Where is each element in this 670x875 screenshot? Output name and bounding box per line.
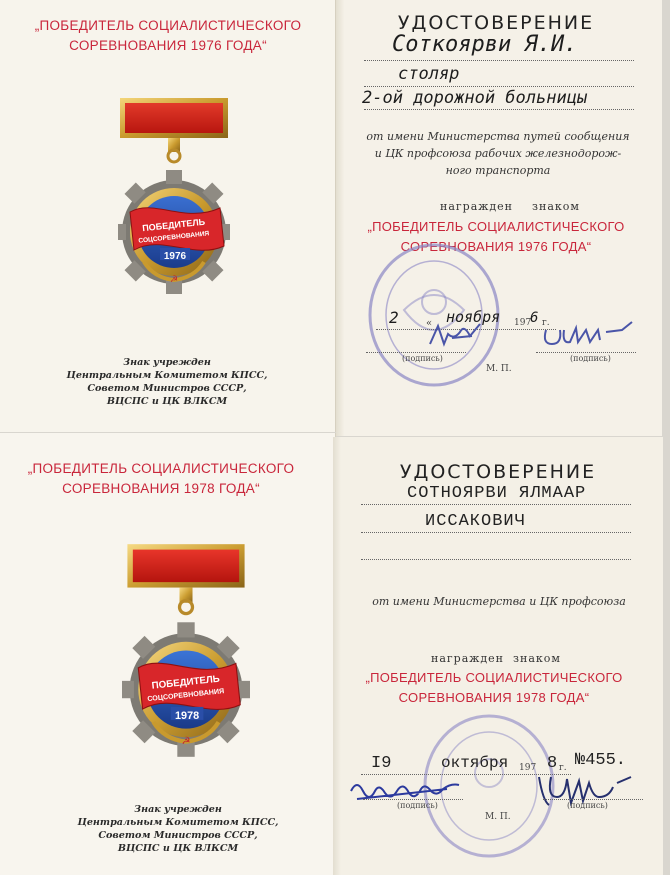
cover-title bbox=[18, 16, 318, 56]
badge-word: знаком bbox=[532, 200, 580, 213]
signature-line-right bbox=[536, 352, 636, 353]
cover-title-line1: „ПОБЕДИТЕЛЬ СОЦИАЛИСТИЧЕСКОГО bbox=[27, 461, 295, 476]
founded-line2: Центральным Комитетом КПСС, bbox=[66, 370, 268, 381]
holder-name-handwritten: Соткоярви Я.И. bbox=[392, 32, 578, 57]
issuer-line2: и ЦК профсоюза рабочих железнодорож- bbox=[374, 147, 622, 160]
certificate-1976-inside bbox=[336, 0, 662, 436]
founded-line2: Центральным Комитетом КПСС, bbox=[77, 817, 279, 828]
signature-line-right bbox=[543, 799, 643, 800]
award-line1: „ПОБЕДИТЕЛЬ СОЦИАЛИСТИЧЕСКОГО bbox=[367, 219, 625, 234]
position-underline bbox=[364, 86, 634, 87]
year-printed: 197 bbox=[514, 318, 532, 328]
signature-caption-left: (подпись) bbox=[397, 801, 438, 810]
quote-mark-open: « bbox=[426, 318, 433, 329]
issuer-line3: ного транспорта bbox=[445, 164, 551, 177]
certificate-number: №455. bbox=[575, 751, 627, 770]
medal-1978-banner-line2: СОЦСОРЕВНОВАНИЯ bbox=[146, 687, 225, 704]
signature-left-handwritten bbox=[426, 320, 496, 350]
hammer-sickle-icon: ☭ bbox=[169, 275, 179, 285]
cover-title-line2: СОРЕВНОВАНИЯ 1976 ГОДА“ bbox=[69, 38, 267, 53]
year-printed: 197 bbox=[519, 763, 537, 773]
issuer-line: от имени Министерства и ЦК профсоюза bbox=[372, 595, 626, 608]
founded-note bbox=[57, 356, 277, 408]
medal-1976-banner-line2: СОЦСОРЕВНОВАНИЯ bbox=[138, 230, 210, 245]
issuer-line1: от имени Министерства путей сообщения bbox=[366, 130, 630, 143]
holder-patronymic-typed: ИССАКОВИЧ bbox=[425, 512, 526, 531]
issue-month-typed: октября bbox=[441, 754, 509, 772]
founded-line1: Знак учрежден bbox=[123, 357, 211, 368]
hammer-sickle-icon: ☭ bbox=[181, 735, 191, 747]
medal-1976-image bbox=[118, 96, 230, 308]
issue-day-typed: I9 bbox=[371, 754, 392, 773]
issuer-text bbox=[349, 593, 649, 610]
signature-line-left bbox=[363, 799, 463, 800]
medal-1976-year: 1976 bbox=[163, 251, 187, 262]
cover-title-line2: СОРЕВНОВАНИЯ 1978 ГОДА“ bbox=[62, 481, 260, 496]
issue-day-handwritten: 2 bbox=[389, 308, 399, 327]
year-suffix: г. bbox=[542, 318, 550, 328]
certificate-1976-cover bbox=[0, 0, 336, 432]
founded-line1: Знак учрежден bbox=[134, 804, 222, 815]
blank-line bbox=[361, 559, 631, 560]
founded-line4: ВЦСПС и ЦК ВЛКСМ bbox=[106, 396, 228, 407]
signature-caption-right: (подпись) bbox=[570, 354, 611, 363]
certificate-1978-inside bbox=[333, 437, 663, 875]
cover-title-line1: „ПОБЕДИТЕЛЬ СОЦИАЛИСТИЧЕСКОГО bbox=[34, 18, 302, 33]
medal-1978-year: 1978 bbox=[175, 709, 200, 722]
signature-line-left bbox=[366, 352, 466, 353]
award-line1: „ПОБЕДИТЕЛЬ СОЦИАЛИСТИЧЕСКОГО bbox=[365, 670, 623, 685]
signature-caption-left: (подпись) bbox=[402, 354, 443, 363]
certificate-1978-cover bbox=[0, 433, 336, 875]
awarded-word: награжден bbox=[431, 652, 504, 665]
medal-1976-banner-line1: ПОБЕДИТЕЛЬ bbox=[141, 216, 206, 234]
holder-position-handwritten: столяр bbox=[398, 64, 460, 84]
year-typed-digit: 8 bbox=[547, 754, 558, 773]
patronymic-underline bbox=[361, 532, 631, 533]
medal-1978-banner-line1: ПОБЕДИТЕЛЬ bbox=[151, 673, 221, 692]
certificate-heading: УДОСТОВЕРЕНИЕ bbox=[397, 12, 595, 34]
founded-line3: Советом Министров СССР, bbox=[98, 830, 258, 841]
name-underline bbox=[364, 60, 634, 61]
badge-word: знаком bbox=[513, 652, 561, 665]
founded-line3: Советом Министров СССР, bbox=[87, 383, 247, 394]
holder-name-typed: СОТНОЯРВИ ЯЛМААР bbox=[407, 484, 587, 503]
founded-line4: ВЦСПС и ЦК ВЛКСМ bbox=[117, 843, 239, 854]
award-line2: СОРЕВНОВАНИЯ 1978 ГОДА“ bbox=[398, 690, 590, 705]
cover-title bbox=[6, 459, 316, 499]
certificate-heading: УДОСТОВЕРЕНИЕ bbox=[399, 461, 597, 483]
signature-caption-right: (подпись) bbox=[567, 801, 608, 810]
issuer-text bbox=[348, 128, 648, 179]
signature-right-handwritten bbox=[540, 314, 650, 350]
workplace-underline bbox=[364, 109, 634, 110]
founded-note bbox=[68, 803, 288, 855]
year-handwritten-digit: 6 bbox=[530, 310, 539, 326]
award-name bbox=[341, 668, 647, 708]
name-underline bbox=[361, 504, 631, 505]
holder-workplace-handwritten: 2-ой дорожной больницы bbox=[362, 88, 588, 108]
issue-month-handwritten: ноября bbox=[446, 308, 501, 326]
year-suffix: г. bbox=[559, 763, 567, 773]
seal-place-label: М. П. bbox=[485, 812, 511, 822]
medal-1978-image bbox=[122, 542, 250, 772]
seal-place-label: М. П. bbox=[486, 364, 512, 374]
awarded-word: награжден bbox=[440, 200, 513, 213]
award-line2: СОРЕВНОВАНИЯ 1976 ГОДА“ bbox=[400, 239, 592, 254]
